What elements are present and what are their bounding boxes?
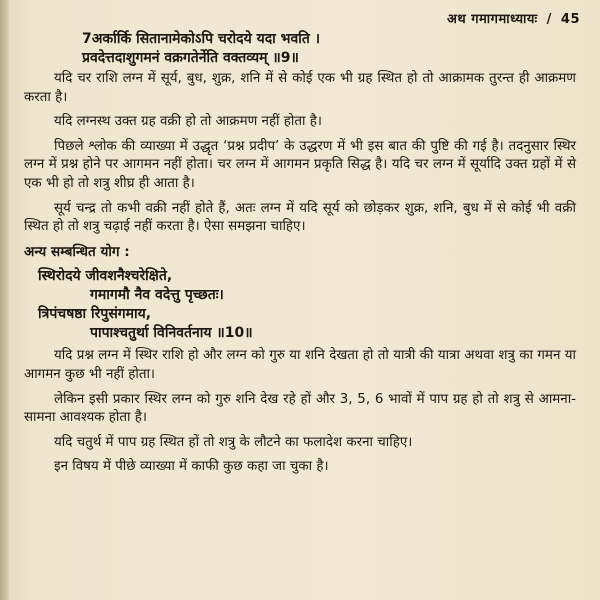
header-separator: / [546, 12, 552, 27]
paragraph: यदि चर राशि लग्न में सूर्य, बुध, शुक्र, शनि में से कोई एक भी ग्रह स्थित हो तो आक्रामक तुरन्त ही आक्रमण करता है। [24, 71, 576, 105]
verse-10 [24, 267, 576, 343]
chapter-title: अथ गमागमाध्यायः [446, 12, 538, 27]
verse-9 [24, 30, 576, 68]
paragraph: इन विषय में पीछे व्याख्या में काफी कुछ कहा जा चुका है। [54, 459, 329, 475]
paragraph: सूर्य चन्द्र तो कभी वक्री नहीं होते हैं, अतः लग्न में यदि सूर्य को छोड़कर शुक्र, शनि, बुध में से कोई भी वक्री स्थित हो तो शत्रु चढ़ाई नहीं करता है। ऐसा समझना चाहिए। [24, 200, 576, 235]
paragraph: यदि चतुर्थ में पाप ग्रह स्थित हों तो शत्रु के लौटने का फलादेश करना चाहिए। [54, 434, 413, 450]
verse-line: गमागमौ नैव वदेत्तु पृच्छतः। [90, 287, 224, 304]
page-body [24, 30, 576, 477]
verse-line: स्थिरोदये जीवशनैश्चरेक्षिते, [38, 268, 173, 285]
running-header [447, 9, 580, 27]
verse-line: पापाश्चतुर्था विनिवर्तनाय ॥10॥ [90, 325, 253, 342]
page-number: 45 [560, 12, 580, 27]
section-heading: अन्य सम्बन्धित योग : [24, 243, 130, 260]
page-gutter-shadow [0, 0, 9, 600]
verse-line: प्रवदेत्तदाशुगमनं वक्रगतेर्नेति वक्तव्यम् ॥9॥ [82, 50, 299, 66]
verse-line: 7अर्कार्कि सितानामेकोऽपि चरोदये यदा भवति । [82, 31, 321, 47]
paragraph: यदि लग्नस्थ उक्त ग्रह वक्री हो तो आक्रमण नहीं होता है। [54, 114, 322, 130]
paragraph: लेकिन इसी प्रकार स्थिर लग्न को गुरु शनि देख रहे हों और 3, 5, 6 भावों में पाप ग्रह हो तो शत्रु से आमना-सामना आवश्यक होता है। [24, 391, 576, 426]
paragraph: पिछले श्लोक की व्याख्या में उद्धृत ‘प्रश्न प्रदीप’ के उद्धरण में भी इस बात की पुष्टि की गई है। तदनुसार स्थिर लग्न में प्रश्न होने पर आगमन नहीं होता। चर लग्न में आगमन प्रकृति सिद्ध है। यदि चर लग्न में सूर्यादि उक्त ग्रहों में से एक भी हो तो शत्रु शीघ्र ही आता है। [24, 138, 576, 191]
verse-line: त्रिपंचषष्ठा रिपुसंगमाय, [38, 306, 152, 323]
paragraph: यदि प्रश्न लग्न में स्थिर राशि हो और लग्न को गुरु या शनि देखता हो तो यात्री की यात्रा अथवा शत्रु का गमन या आगमन कुछ भी नहीं होता। [24, 348, 576, 382]
